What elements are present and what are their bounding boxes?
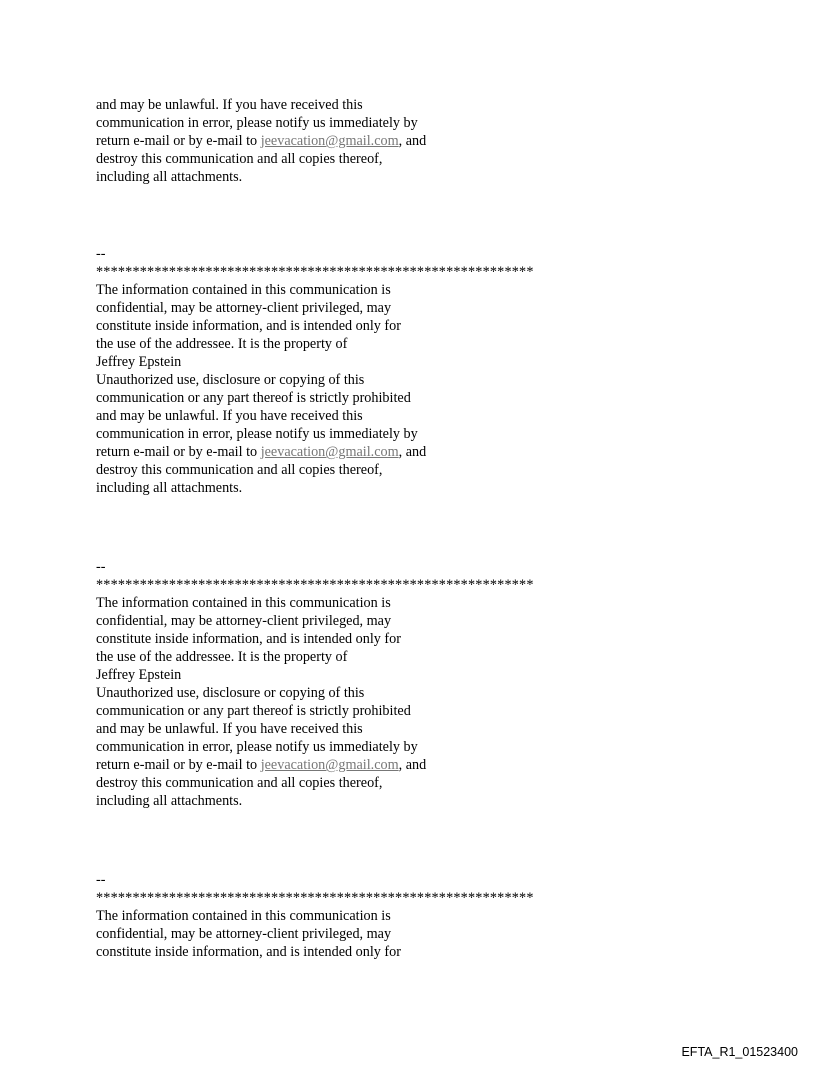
text-fragment: , and bbox=[398, 133, 427, 149]
disclaimer-block-2 bbox=[96, 245, 534, 497]
text-line: The information contained in this communication is bbox=[96, 282, 391, 298]
text-line: communication or any part thereof is strictly prohibited bbox=[96, 703, 411, 719]
text-line bbox=[96, 443, 534, 461]
text-line: Unauthorized use, disclosure or copying of this bbox=[96, 685, 365, 701]
text-line: confidential, may be attorney-client privileged, may bbox=[96, 300, 392, 316]
text-line: Jeffrey Epstein bbox=[96, 354, 182, 370]
text-line: and may be unlawful. If you have received this bbox=[96, 721, 363, 737]
text-line: communication in error, please notify us immediately by bbox=[96, 426, 418, 442]
text-line: including all attachments. bbox=[96, 480, 243, 496]
signature-dashes: -- bbox=[96, 872, 106, 888]
text-fragment: return e-mail or by e-mail to bbox=[96, 133, 261, 149]
text-line: communication or any part thereof is strictly prohibited bbox=[96, 390, 411, 406]
asterisk-separator: ************************************************************ bbox=[96, 577, 534, 593]
text-line bbox=[96, 756, 534, 774]
text-line: constitute inside information, and is intended only for bbox=[96, 318, 401, 334]
text-line: destroy this communication and all copies thereof, bbox=[96, 462, 383, 478]
text-line: Jeffrey Epstein bbox=[96, 667, 182, 683]
signature-dashes: -- bbox=[96, 246, 106, 262]
document-id-footer: EFTA_R1_01523400 bbox=[681, 1045, 798, 1059]
text-line: constitute inside information, and is intended only for bbox=[96, 631, 401, 647]
disclaimer-block-3 bbox=[96, 558, 534, 810]
text-line: destroy this communication and all copies thereof, bbox=[96, 151, 383, 167]
text-line: confidential, may be attorney-client privileged, may bbox=[96, 926, 392, 942]
signature-dashes: -- bbox=[96, 559, 106, 575]
text-line: destroy this communication and all copies thereof, bbox=[96, 775, 383, 791]
text-line: Unauthorized use, disclosure or copying of this bbox=[96, 372, 365, 388]
email-link[interactable]: jeevacation@gmail.com bbox=[260, 757, 399, 773]
email-link[interactable]: jeevacation@gmail.com bbox=[260, 133, 399, 149]
text-fragment: , and bbox=[398, 444, 427, 460]
disclaimer-block-4 bbox=[96, 871, 534, 961]
text-line: including all attachments. bbox=[96, 169, 243, 185]
text-line: The information contained in this communication is bbox=[96, 595, 391, 611]
asterisk-separator: ************************************************************ bbox=[96, 890, 534, 906]
text-line: confidential, may be attorney-client privileged, may bbox=[96, 613, 392, 629]
text-line: and may be unlawful. If you have received this bbox=[96, 408, 363, 424]
text-line: the use of the addressee. It is the property of bbox=[96, 649, 348, 665]
text-line: and may be unlawful. If you have received this bbox=[96, 97, 363, 113]
asterisk-separator: ************************************************************ bbox=[96, 264, 534, 280]
text-fragment: , and bbox=[398, 757, 427, 773]
text-line: communication in error, please notify us immediately by bbox=[96, 739, 418, 755]
text-line: communication in error, please notify us immediately by bbox=[96, 115, 418, 131]
text-fragment: return e-mail or by e-mail to bbox=[96, 757, 261, 773]
text-line: constitute inside information, and is intended only for bbox=[96, 944, 401, 960]
text-line bbox=[96, 132, 426, 150]
text-line: the use of the addressee. It is the property of bbox=[96, 336, 348, 352]
text-line: including all attachments. bbox=[96, 793, 243, 809]
email-link[interactable]: jeevacation@gmail.com bbox=[260, 444, 399, 460]
text-fragment: return e-mail or by e-mail to bbox=[96, 444, 261, 460]
text-line: The information contained in this communication is bbox=[96, 908, 391, 924]
disclaimer-block-1 bbox=[96, 96, 426, 186]
